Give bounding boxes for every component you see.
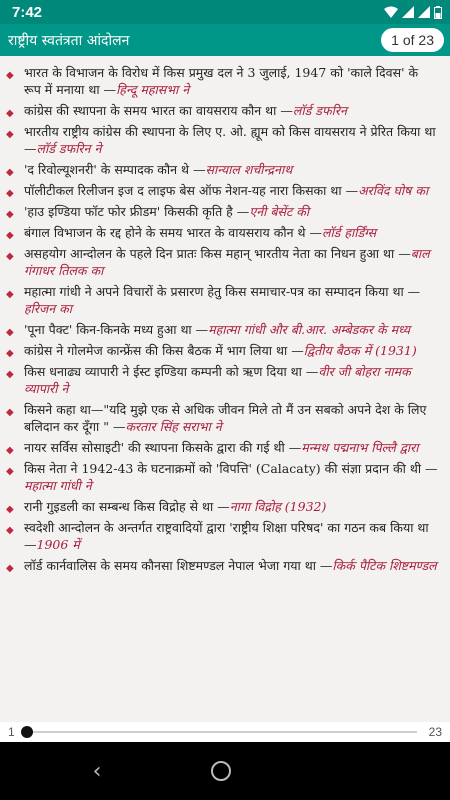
- answer-dash: —: [108, 419, 126, 434]
- question-text-block: [24, 224, 376, 241]
- answer-text: लॉर्ड हार्डिंग्स: [321, 225, 377, 240]
- question-item: [6, 224, 438, 241]
- question-text: लॉर्ड कार्नवालिस के समय कौनसा शिष्टमण्डल नेपाल भेजा गया था: [24, 558, 316, 573]
- diamond-bullet-icon: ◆: [6, 251, 14, 262]
- answer-dash: —: [305, 225, 322, 240]
- answer-text: 1906 में: [36, 537, 80, 552]
- slider-end-label: 23: [428, 725, 442, 739]
- cellular-signal-2-icon: [418, 6, 430, 18]
- diamond-bullet-icon: ◆: [6, 108, 14, 119]
- diamond-bullet-icon: ◆: [6, 188, 14, 199]
- wifi-icon: [384, 6, 398, 18]
- question-item: [6, 102, 438, 119]
- answer-dash: —: [24, 537, 37, 552]
- answer-text: हरिजन का: [24, 301, 73, 316]
- question-text-block: [24, 439, 419, 456]
- question-text-block: [24, 363, 438, 397]
- question-text-block: [24, 283, 438, 317]
- question-text: 'पूना पैक्ट' किन-किनके मध्य हुआ था: [24, 322, 192, 337]
- diamond-bullet-icon: ◆: [6, 70, 14, 81]
- question-text: भारतीय राष्ट्रीय कांग्रेस की स्थापना के लिए ए. ओ. ह्यूम को किस वायसराय ने प्रेरित किया था: [24, 124, 436, 139]
- question-text-block: [24, 203, 309, 220]
- question-text-block: [24, 460, 438, 494]
- question-item: [6, 283, 438, 317]
- status-icons: [384, 6, 442, 19]
- question-text-block: [24, 102, 347, 119]
- question-text: 'द रिवोल्यूशनरी' के सम्पादक कौन थे: [24, 162, 190, 177]
- answer-dash: —: [213, 499, 230, 514]
- question-item: [6, 439, 438, 456]
- answer-dash: —: [301, 364, 319, 379]
- question-text: स्वदेशी आन्दोलन के अन्तर्गत राष्ट्रवादियों द्वारा 'राष्ट्रीय शिक्षा परिषद' का गठन कब किया था: [24, 520, 429, 535]
- answer-dash: —: [189, 162, 206, 177]
- diamond-bullet-icon: ◆: [6, 466, 14, 477]
- question-text: किस नेता ने 1942-43 के घटनाक्रमों को 'विपत्ति' (Calacaty) की संज्ञा प्रदान की थी: [24, 461, 422, 476]
- answer-text: करतार सिंह सराभा ने: [125, 419, 222, 434]
- question-item: [6, 498, 438, 515]
- page-indicator[interactable]: 1 of 23: [381, 28, 444, 52]
- answer-text: सान्याल शचीन्द्रनाथ: [205, 162, 293, 177]
- answer-dash: —: [24, 141, 37, 156]
- answer-text: महात्मा गांधी ने: [24, 478, 92, 493]
- diamond-bullet-icon: ◆: [6, 289, 14, 300]
- diamond-bullet-icon: ◆: [6, 230, 14, 241]
- question-text: पॉलीटीकल रिलीजन इज द लाइफ बेस ऑफ नेशन-यह नारा किसका था: [24, 183, 342, 198]
- answer-text: हिन्दू महासभा ने: [116, 82, 190, 97]
- status-bar: [0, 0, 450, 24]
- app-bar: [0, 24, 450, 56]
- answer-dash: —: [421, 461, 438, 476]
- diamond-bullet-icon: ◆: [6, 348, 14, 359]
- answer-text: द्वितीय बैठक में (1931): [303, 343, 417, 358]
- question-text: नायर सर्विस सोसाइटी' की स्थापना किसके द्वारा की गई थी: [24, 440, 285, 455]
- battery-icon: [434, 6, 442, 19]
- answer-text: वीर जी बोहरा नामक व्यापारी ने: [24, 364, 411, 396]
- question-text-block: [24, 342, 417, 359]
- question-list: [0, 56, 450, 574]
- question-item: [6, 161, 438, 178]
- diamond-bullet-icon: ◆: [6, 504, 14, 515]
- diamond-bullet-icon: ◆: [6, 445, 14, 456]
- diamond-bullet-icon: ◆: [6, 407, 14, 418]
- question-text: रानी गुइडली का सम्बन्ध किस विद्रोह से था: [24, 499, 214, 514]
- page-slider[interactable]: [27, 722, 417, 742]
- answer-text: लॉर्ड डफरिन: [292, 103, 347, 118]
- diamond-bullet-icon: ◆: [6, 369, 14, 380]
- home-icon[interactable]: [211, 761, 231, 781]
- diamond-bullet-icon: ◆: [6, 209, 14, 220]
- diamond-bullet-icon: ◆: [6, 327, 14, 338]
- question-item: [6, 182, 438, 199]
- question-text-block: [24, 498, 326, 515]
- answer-dash: —: [191, 322, 209, 337]
- question-item: [6, 123, 438, 157]
- answer-dash: —: [99, 82, 117, 97]
- question-text: 'हाउ इण्डिया फॉट फोर फ्रीडम' किसकी कृति है: [24, 204, 233, 219]
- answer-dash: —: [394, 246, 411, 261]
- question-text-block: [24, 245, 438, 279]
- slider-track: [27, 731, 417, 733]
- diamond-bullet-icon: ◆: [6, 167, 14, 178]
- question-item: [6, 519, 438, 553]
- question-text: किसने कहा था—"यदि मुझे एक से अधिक जीवन मिले तो मैं उन सबको अपने देश के लिए बलिदान कर दूँगा ": [24, 402, 427, 434]
- recents-icon[interactable]: [341, 763, 357, 779]
- question-item: [6, 460, 438, 494]
- question-item: [6, 557, 438, 574]
- answer-dash: —: [276, 103, 293, 118]
- question-text-block: [24, 401, 438, 435]
- question-item: [6, 363, 438, 397]
- cellular-signal-icon: [402, 6, 414, 18]
- diamond-bullet-icon: ◆: [6, 563, 14, 574]
- question-item: [6, 64, 438, 98]
- question-text-block: [24, 123, 438, 157]
- diamond-bullet-icon: ◆: [6, 129, 14, 140]
- answer-text: किर्क पैटिक शिष्टमण्डल: [332, 558, 437, 573]
- answer-text: लॉर्ड डफरिन ने: [36, 141, 102, 156]
- answer-text: महात्मा गांधी और बी.आर. अम्बेडकर के मध्य: [208, 322, 411, 337]
- document-page[interactable]: [0, 56, 450, 722]
- question-text: असहयोग आन्दोलन के पहले दिन प्रातः किस महान् भारतीय नेता का निधन हुआ था: [24, 246, 395, 261]
- answer-text: अरविंद घोष का: [358, 183, 429, 198]
- answer-dash: —: [341, 183, 359, 198]
- answer-dash: —: [315, 558, 333, 573]
- question-text: बंगाल विभाजन के रद्द होने के समय भारत के वायसराय कौन थे: [24, 225, 306, 240]
- navigation-bar: [0, 742, 450, 800]
- answer-dash: —: [287, 343, 304, 358]
- question-text-block: [24, 557, 437, 574]
- app-title: राष्ट्रीय स्वतंत्रता आंदोलन: [8, 32, 130, 49]
- question-item: [6, 321, 438, 338]
- answer-text: एनी बेसेंट की: [249, 204, 310, 219]
- question-text-block: [24, 321, 410, 338]
- question-item: [6, 245, 438, 279]
- question-item: [6, 342, 438, 359]
- slider-start-label: 1: [8, 725, 15, 739]
- slider-thumb[interactable]: [21, 726, 33, 738]
- question-text: महात्मा गांधी ने अपने विचारों के प्रसारण हेतु किस समाचार-पत्र का सम्पादन किया था: [24, 284, 404, 299]
- answer-text: बाल गंगाधर तिलक का: [24, 246, 430, 278]
- question-text-block: [24, 161, 292, 178]
- answer-text: नागा विद्रोह (1932): [229, 499, 327, 514]
- diamond-bullet-icon: ◆: [6, 525, 14, 536]
- question-item: [6, 401, 438, 435]
- answer-dash: —: [284, 440, 302, 455]
- question-text: किस धनाढ्य व्यापारी ने ईस्ट इण्डिया कम्पनी को ऋण दिया था: [24, 364, 302, 379]
- question-text-block: [24, 64, 438, 98]
- question-item: [6, 203, 438, 220]
- question-text: कांग्रेस ने गोलमेज कान्फ्रेंस की किस बैठक में भाग लिया था: [24, 343, 288, 358]
- answer-dash: —: [232, 204, 250, 219]
- back-icon[interactable]: ‹: [92, 758, 102, 784]
- answer-dash: —: [403, 284, 421, 299]
- question-text: कांग्रेस की स्थापना के समय भारत का वायसराय कौन था: [24, 103, 277, 118]
- answer-text: मन्मथ पद्मनाभ पिल्लै द्वारा: [301, 440, 419, 455]
- page-seek-bar: [0, 722, 450, 742]
- question-text-block: [24, 182, 428, 199]
- status-time: 7:42: [12, 3, 43, 21]
- question-text: भारत के विभाजन के विरोध में किस प्रमुख दल ने 3 जुलाई, 1947 को 'काले दिवस' के रूप में मनाया था: [24, 65, 419, 97]
- question-text-block: [24, 519, 438, 553]
